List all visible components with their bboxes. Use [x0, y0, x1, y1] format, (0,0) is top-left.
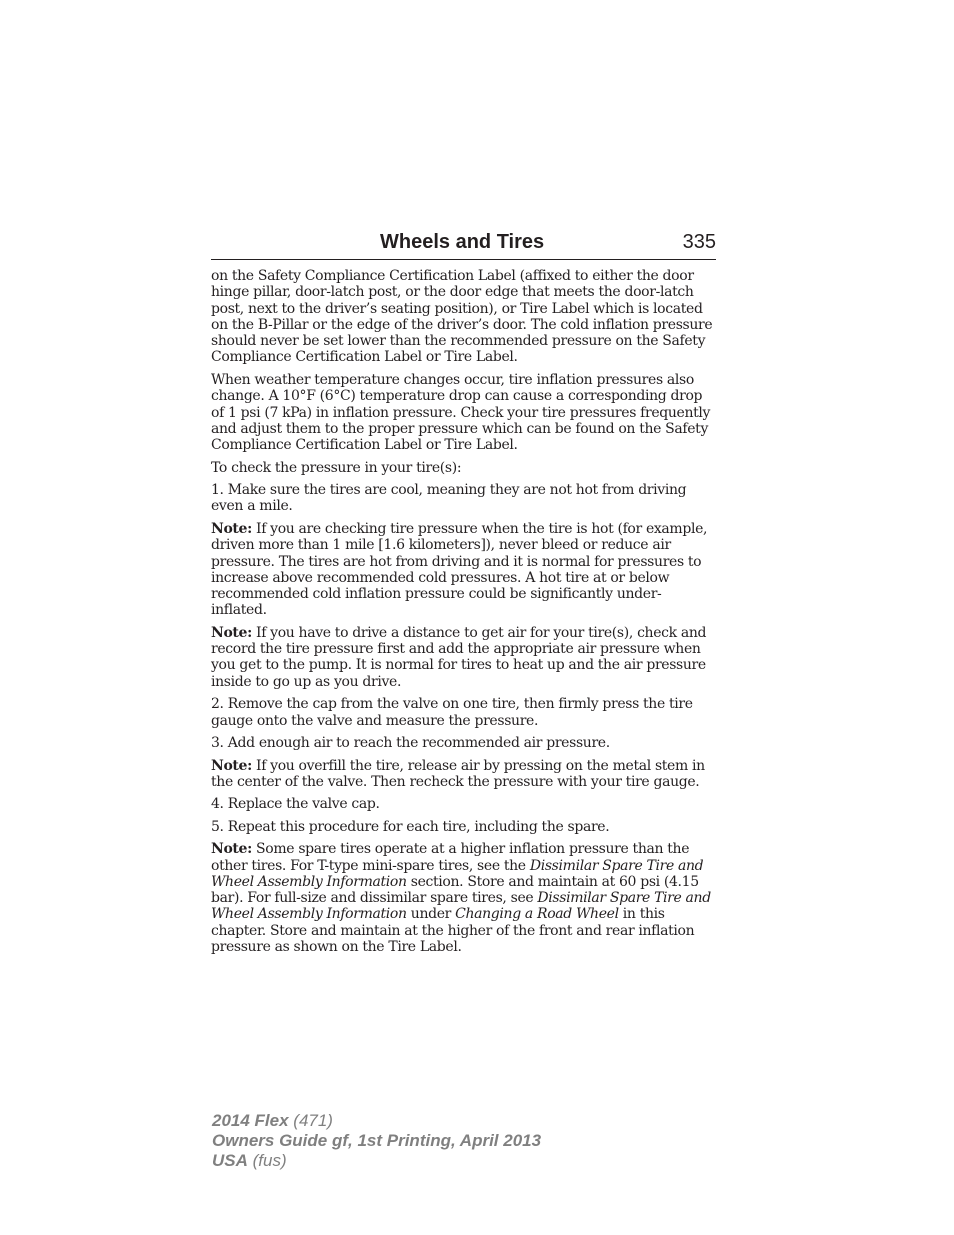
step-4: 4. Replace the valve cap. [211, 796, 380, 813]
cross-reference: Changing a Road Wheel [455, 906, 619, 923]
note-text: under [406, 906, 456, 923]
footer-market: USA [212, 1151, 248, 1170]
note-label: Note: [211, 841, 252, 858]
note-text: If you are checking tire pressure when the tire is hot (for example, driven more than 1 mile [1.6 kilometers]), never bleed or reduce air pressure. The tires are hot from driving and it is normal for pressures to increase above recommended cold pressures. A hot tire at or below recommended cold inflation pressure could be significantly under-inflated. [211, 520, 708, 619]
note-text: section. Store and maintain at 60 psi (4.15 bar). For full-size and dissimilar spare tires, see [211, 873, 699, 907]
note-label: Note: [211, 757, 252, 774]
page-footer [212, 1111, 541, 1171]
footer-market-code: (fus) [247, 1151, 287, 1170]
step-2: 2. Remove the cap from the valve on one tire, then firmly press the tire gauge onto the valve and measure the pressure. [211, 696, 693, 729]
paragraph-temperature: When weather temperature changes occur, tire inflation pressures also change. A 10°F (6°C) temperature drop can cause a corresponding drop of 1 psi (7 kPa) in inflation pressure. Check your tire pressures frequently and adjust them to the proper pressure which can be found on the Safety Compliance Certification Label or Tire Label. [211, 371, 711, 454]
paragraph-label-location: on the Safety Compliance Certification Label (affixed to either the door hinge pillar, door-latch post, or the door edge that meets the door-latch post, next to the driver’s seating position), or Tire Label which is located on the B-Pillar or the edge of the driver’s door. The cold inflation pressure should never be set lower than the recommended pressure on the Safety Compliance Certification Label or Tire Label. [211, 268, 713, 366]
step-3: 3. Add enough air to reach the recommended air pressure. [211, 735, 610, 752]
footer-model-code: (471) [288, 1111, 333, 1130]
body-text [211, 268, 717, 962]
footer-model: 2014 Flex [212, 1111, 289, 1130]
paragraph-check-intro: To check the pressure in your tire(s): [211, 459, 462, 476]
step-1: 1. Make sure the tires are cool, meaning they are not hot from driving even a mile. [211, 482, 687, 515]
note-overfill [211, 758, 717, 791]
section-title: Wheels and Tires [380, 231, 545, 253]
note-text: If you have to drive a distance to get air for your tire(s), check and record the tire pressure first and add the appropriate air pressure when you get to the pump. It is normal for tires to heat up and the air pressure inside to go up as you drive. [211, 624, 707, 690]
note-drive-distance [211, 625, 717, 690]
note-text: Some spare tires operate at a higher inflation pressure than the other tires. For T-type mini-spare tires, see the [211, 841, 690, 874]
cross-reference: Dissimilar Spare Tire and Wheel Assembly Information [211, 857, 704, 890]
step-5: 5. Repeat this procedure for each tire, including the spare. [211, 818, 610, 835]
note-text: in this chapter. Store and maintain at the higher of the front and rear inflation pressure as shown on the Tire Label. [211, 906, 695, 956]
page-number: 335 [682, 231, 716, 253]
footer-guide-line: Owners Guide gf, 1st Printing, April 2013 [212, 1131, 542, 1150]
page-header [211, 229, 716, 260]
note-label: Note: [211, 520, 252, 537]
footer-model-line [212, 1111, 541, 1131]
note-spare-tires [211, 841, 717, 955]
note-hot-tire [211, 521, 717, 619]
footer-market-line [212, 1151, 541, 1171]
note-text: If you overfill the tire, release air by pressing on the metal stem in the center of the valve. Then recheck the pressure with your tire gauge. [211, 757, 705, 790]
cross-reference: Dissimilar Spare Tire and Wheel Assembly Information [211, 890, 711, 923]
note-label: Note: [211, 624, 252, 641]
